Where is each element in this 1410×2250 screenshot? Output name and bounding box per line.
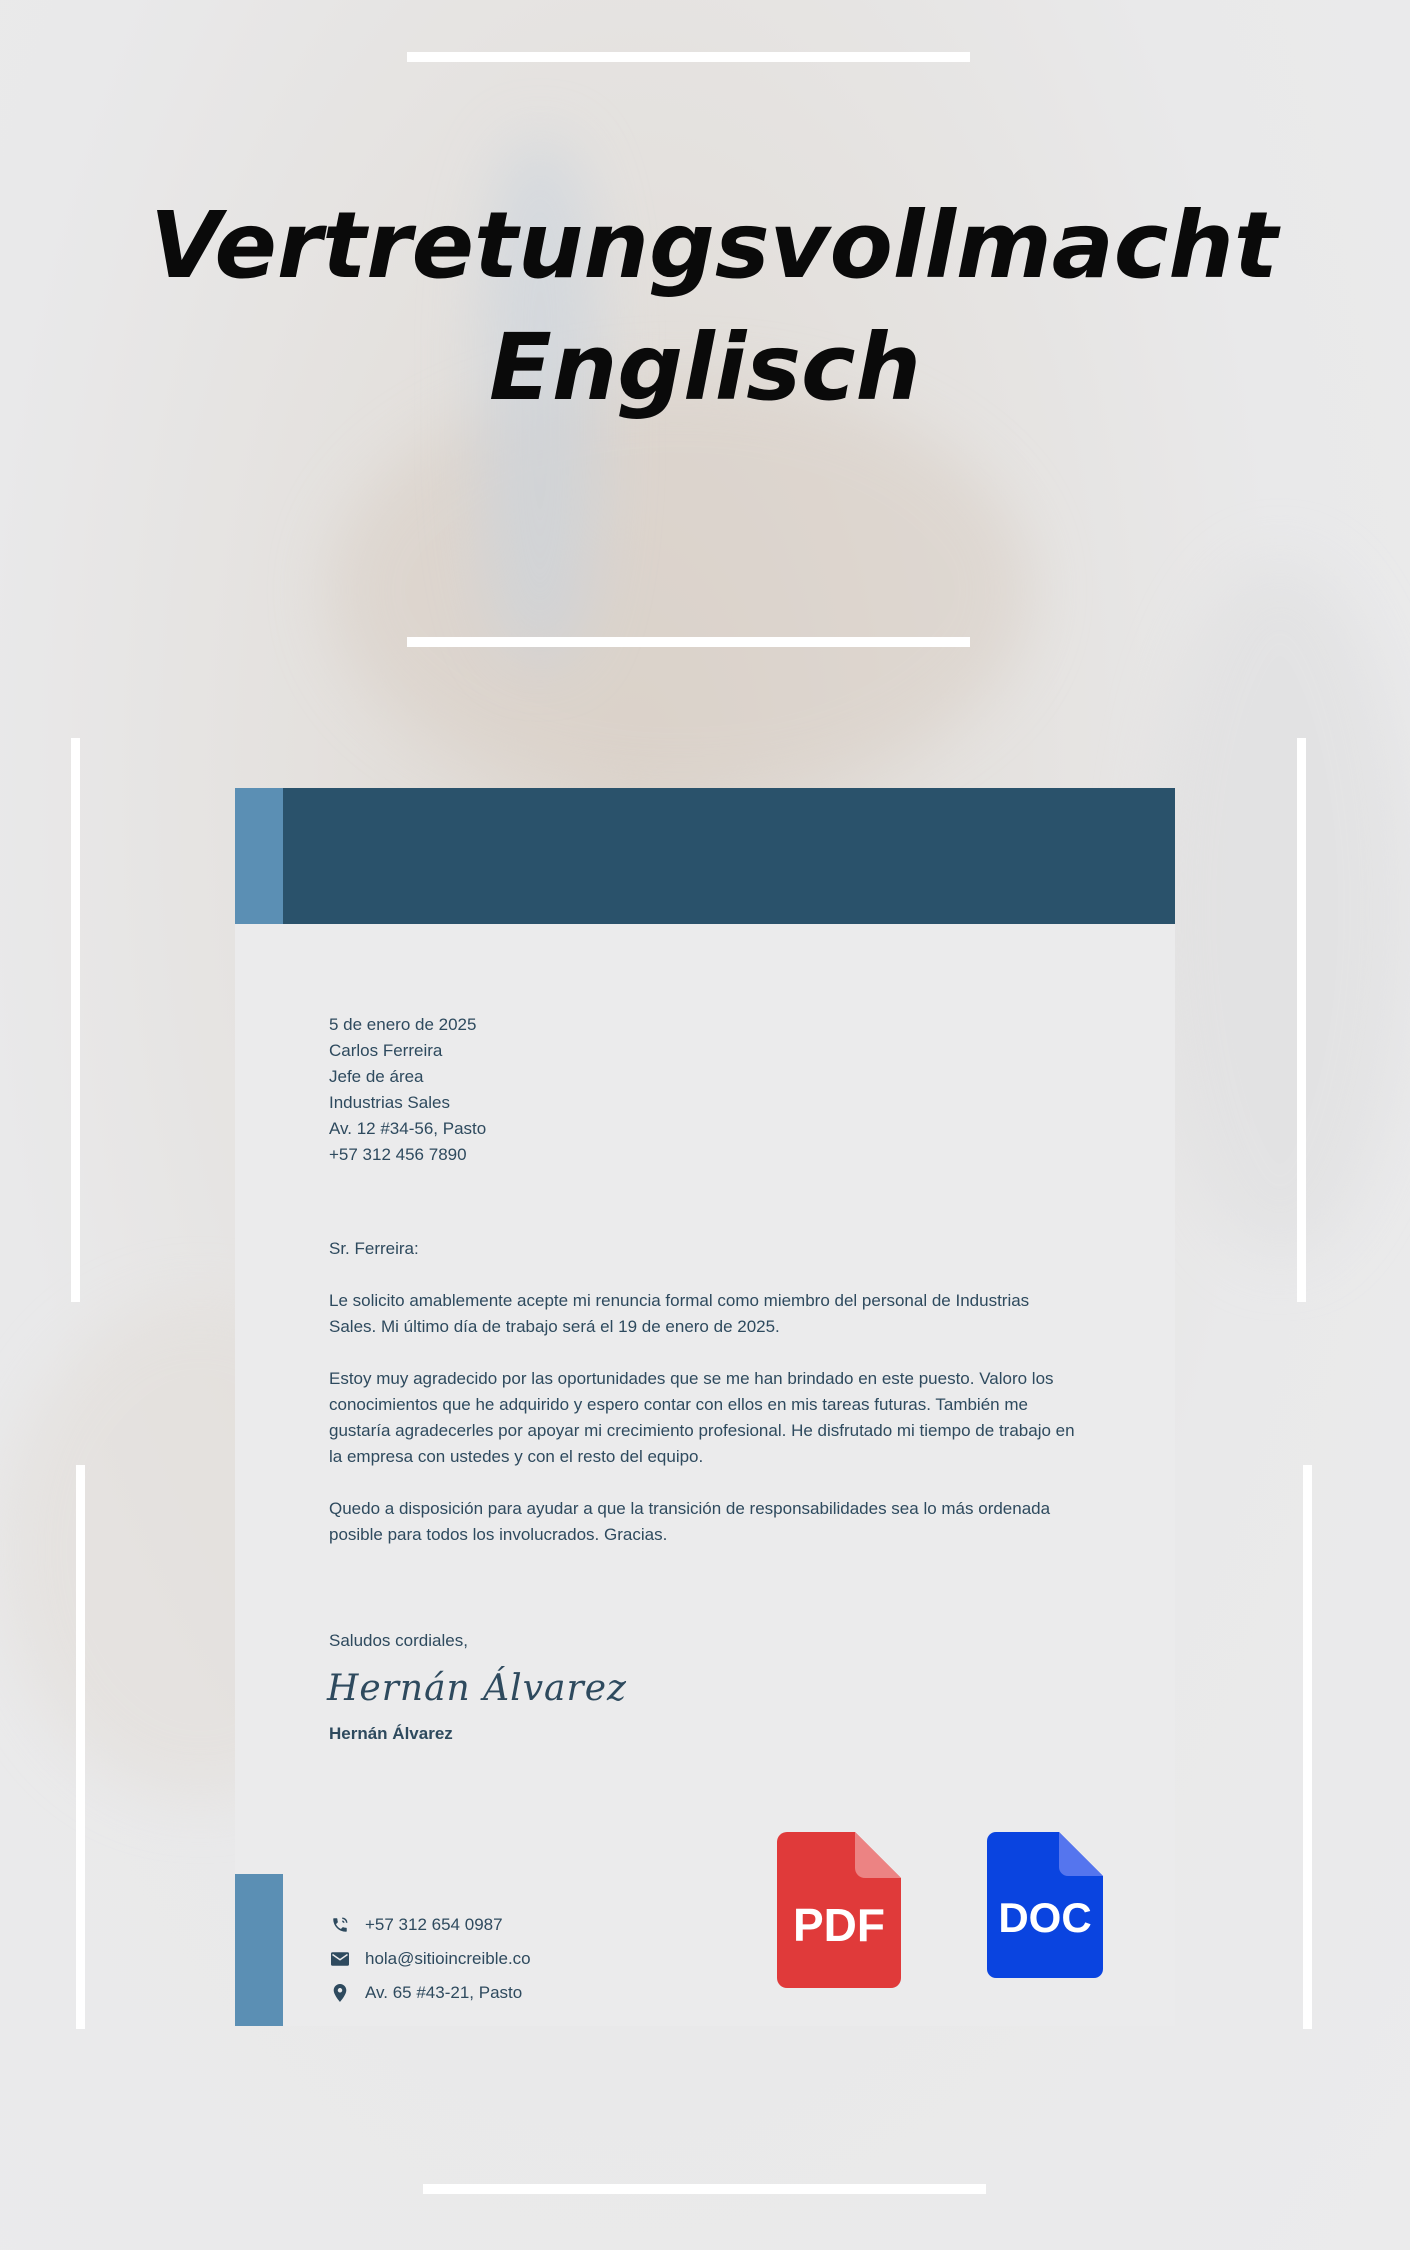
page-title: [150, 185, 1278, 429]
phone-icon: [329, 1914, 351, 1936]
pdf-label: PDF: [793, 1899, 885, 1951]
frame-right-lower: [1303, 1465, 1312, 2029]
letter-header-accent: [235, 788, 283, 924]
letter-preview: [235, 788, 1175, 2026]
handwritten-signature: Hernán Álvarez: [327, 1668, 627, 1709]
top-divider: [407, 52, 970, 62]
recipient-position: Jefe de área: [329, 1067, 424, 1086]
signer-name: Hernán Álvarez: [329, 1724, 453, 1743]
body-paragraph: Estoy muy agradecido por las oportunidades que se me han brindado en este puesto. Valoro los conocimientos que he adquirido y espero contar con ellos en mis tareas futuras. También me gustaría agradecerles por apoyar mi crecimiento profesional. He disfrutado mi tiempo de trabajo en la empresa con ustedes y con el resto del equipo.: [329, 1369, 1075, 1466]
frame-left-lower: [76, 1465, 85, 2029]
bottom-divider: [423, 2184, 986, 2194]
contact-address-text: Av. 65 #43-21, Pasto: [365, 1983, 523, 2002]
letter-body: [329, 1236, 1079, 1574]
recipient-address: Av. 12 #34-56, Pasto: [329, 1119, 487, 1138]
mail-icon: [329, 1948, 351, 1970]
letter-header-band: [235, 788, 1175, 924]
salutation: Sr. Ferreira:: [329, 1239, 419, 1258]
letter-footer-accent: [235, 1874, 283, 2026]
location-pin-icon: [329, 1982, 351, 2004]
closing: Saludos cordiales,: [329, 1631, 468, 1650]
contact-email: [329, 1946, 531, 1972]
recipient-name: Carlos Ferreira: [329, 1041, 443, 1060]
letter-date: 5 de enero de 2025: [329, 1015, 477, 1034]
contact-email-text: hola@sitioincreible.co: [365, 1949, 531, 1968]
contact-phone-text: +57 312 654 0987: [365, 1915, 503, 1934]
title-line-1: Vertretungsvollmacht: [150, 192, 1278, 299]
recipient-phone: +57 312 456 7890: [329, 1145, 467, 1164]
doc-download-button[interactable]: [987, 1832, 1103, 1978]
body-paragraph: Le solicito amablemente acepte mi renuncia formal como miembro del personal de Industrias Sales. Mi último día de trabajo será el 19 de enero de 2025.: [329, 1291, 1030, 1336]
sender-block: [329, 1012, 486, 1168]
recipient-company: Industrias Sales: [329, 1093, 450, 1112]
pdf-download-button[interactable]: [777, 1832, 901, 1988]
body-paragraph: Quedo a disposición para ayudar a que la transición de responsabilidades sea lo más ordenada posible para todos los involucrados. Gracias.: [329, 1499, 1051, 1544]
doc-label: DOC: [998, 1894, 1092, 1941]
frame-right-upper: [1297, 738, 1306, 1302]
contact-phone: [329, 1912, 503, 1938]
title-line-2: Englisch: [488, 314, 922, 421]
contact-address: [329, 1980, 522, 2006]
title-bottom-divider: [407, 637, 970, 647]
frame-left-upper: [71, 738, 80, 1302]
